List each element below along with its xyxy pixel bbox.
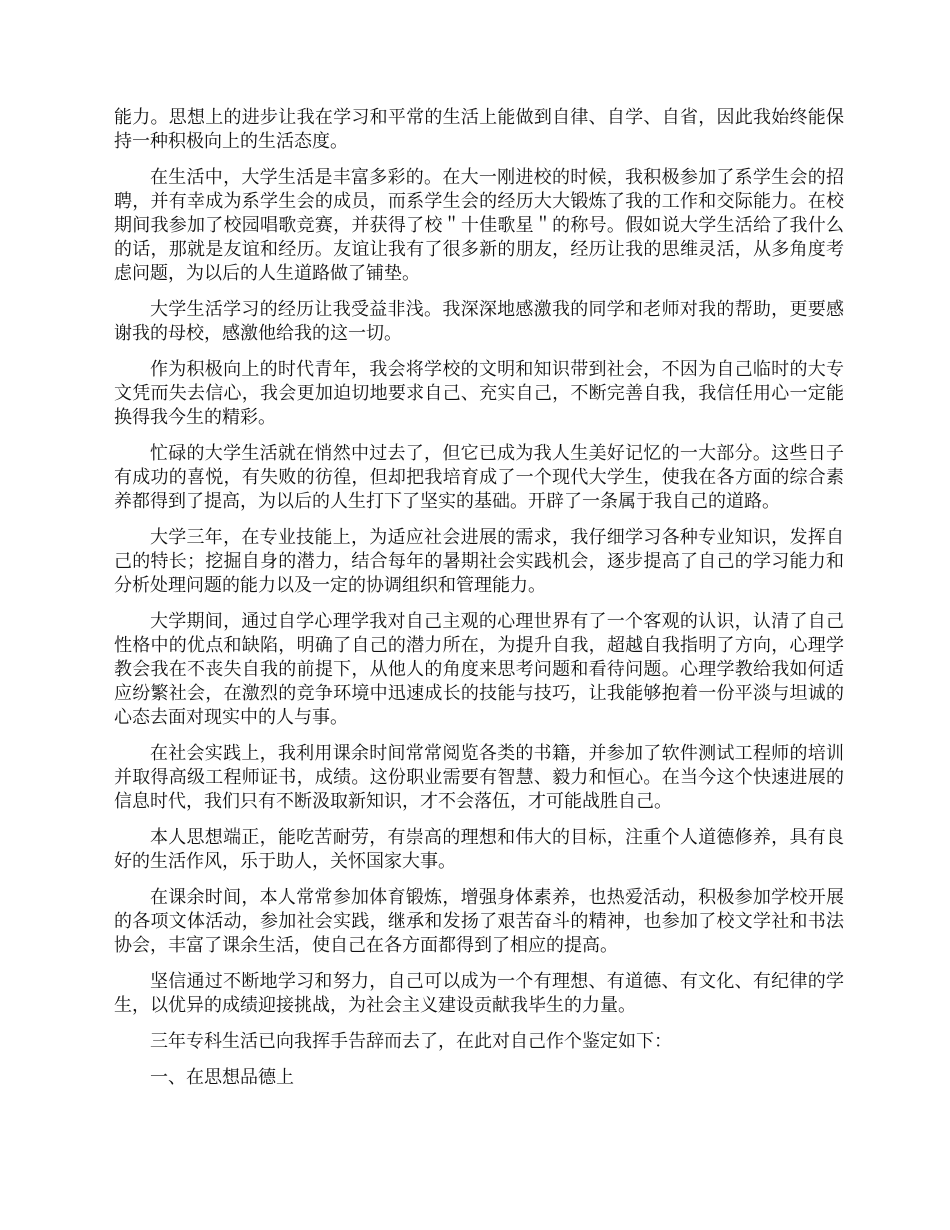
paragraph: 坚信通过不断地学习和努力，自己可以成为一个有理想、有道德、有文化、有纪律的学生，以优异的成绩迎接挑战，为社会主义建设贡献我毕生的力量。 (114, 971, 844, 1016)
paragraph: 大学生活学习的经历让我受益非浅。我深深地感激我的同学和老师对我的帮助，更要感谢我的母校，感激他给我的这一切。 (114, 299, 844, 344)
paragraph: 在生活中，大学生活是丰富多彩的。在大一刚进校的时候，我积极参加了系学生会的招聘，并有幸成为系学生会的成员，而系学生会的经历大大锻炼了我的工作和交际能力。在校期间我参加了校园唱歌竞赛，并获得了校＂十佳歌星＂的称号。假如说大学生活给了我什么的话，那就是友谊和经历。友谊让我有了很多新的朋友，经历让我的思维灵活，从多角度考虑问题，为以后的人生道路做了铺垫。 (114, 167, 844, 284)
paragraph: 在社会实践上，我利用课余时间常常阅览各类的书籍，并参加了软件测试工程师的培训并取得高级工程师证书，成绩。这份职业需要有智慧、毅力和恒心。在当今这个快速进展的信息时代，我们只有不断汲取新知识，才不会落伍，才可能战胜自己。 (114, 743, 844, 812)
paragraph: 大学三年，在专业技能上，为适应社会进展的需求，我仔细学习各种专业知识，发挥自己的特长；挖掘自身的潜力，结合每年的暑期社会实践机会，逐步提高了自己的学习能力和分析处理问题的能力以及一定的协调组织和管理能力。 (114, 527, 844, 596)
paragraph: 忙碌的大学生活就在悄然中过去了，但它已成为我人生美好记忆的一大部分。这些日子有成功的喜悦，有失败的彷徨，但却把我培育成了一个现代大学生，使我在各方面的综合素养都得到了提高，为以后的人生打下了坚实的基础。开辟了一条属于我自己的道路。 (114, 443, 844, 512)
section-heading: 一、在思想品德上 (150, 1067, 294, 1088)
document-body (114, 106, 844, 1102)
paragraph: 三年专科生活已向我挥手告辞而去了，在此对自己作个鉴定如下： (150, 1031, 672, 1052)
paragraph: 本人思想端正，能吃苦耐劳，有崇高的理想和伟大的目标，注重个人道德修养，具有良好的生活作风，乐于助人，关怀国家大事。 (114, 827, 844, 872)
paragraph: 在课余时间，本人常常参加体育锻炼，增强身体素养，也热爱活动，积极参加学校开展的各项文体活动，参加社会实践，继承和发扬了艰苦奋斗的精神，也参加了校文学社和书法协会，丰富了课余生活，使自己在各方面都得到了相应的提高。 (114, 887, 844, 956)
paragraph: 大学期间，通过自学心理学我对自己主观的心理世界有了一个客观的认识，认清了自己性格中的优点和缺陷，明确了自己的潜力所在，为提升自我，超越自我指明了方向，心理学教会我在不丧失自我的前提下，从他人的角度来思考问题和看待问题。心理学教给我如何适应纷繁社会，在激烈的竞争环境中迅速成长的技能与技巧，让我能够抱着一份平淡与坦诚的心态去面对现实中的人与事。 (114, 611, 844, 728)
paragraph: 作为积极向上的时代青年，我会将学校的文明和知识带到社会，不因为自己临时的大专文凭而失去信心，我会更加迫切地要求自己、充实自己，不断完善自我，我信任用心一定能换得我今生的精彩。 (114, 359, 844, 428)
paragraph: 能力。思想上的进步让我在学习和平常的生活上能做到自律、自学、自省，因此我始终能保持一种积极向上的生活态度。 (114, 107, 844, 152)
